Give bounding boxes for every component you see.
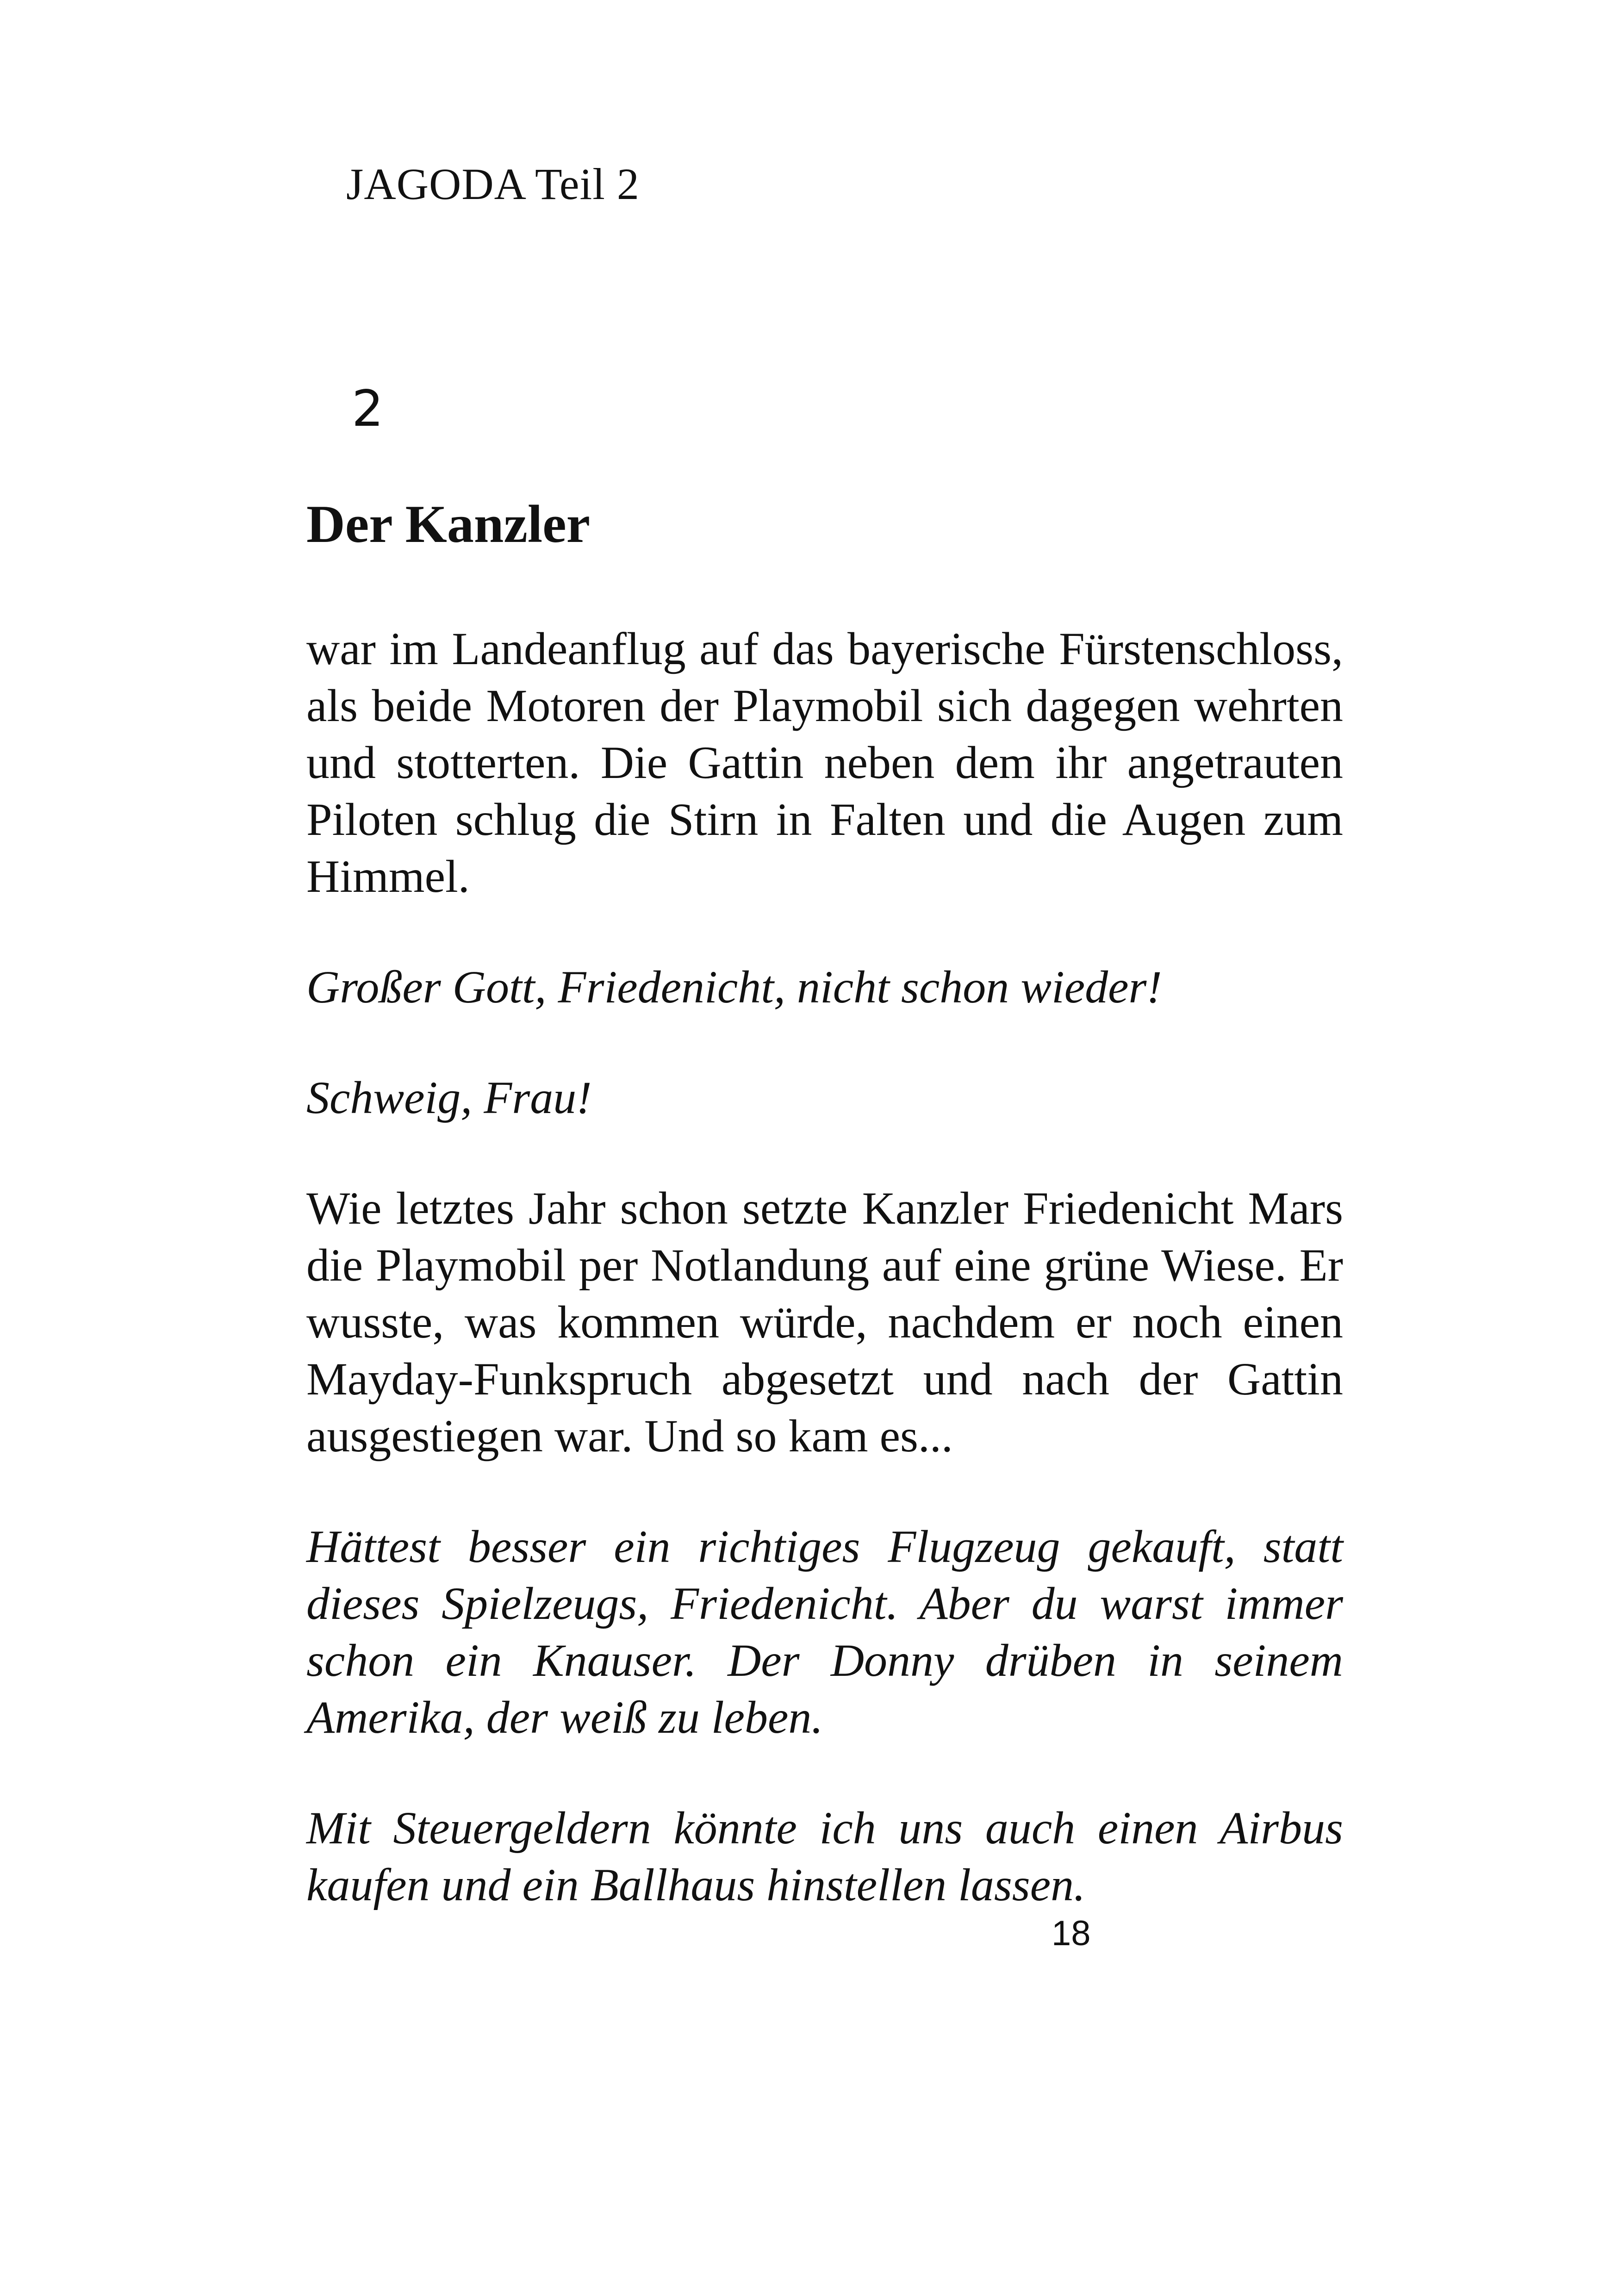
running-header: JAGODA Teil 2 xyxy=(346,159,640,209)
page-number: 18 xyxy=(1052,1914,1091,1953)
paragraph-dialogue-chancellor-2: Mit Steuergeldern könnte ich uns auch einen Airbus kaufen und ein Ballhaus hinstellen lassen. xyxy=(306,1802,1343,1910)
chapter-number: 2 xyxy=(352,380,384,438)
body-text xyxy=(306,620,1343,1967)
paragraph-narration-1: war im Landeanflug auf das bayerische Fürstenschloss, als beide Motoren der Playmobil sich dagegen wehrten und stotterten. Die Gattin neben dem ihr angetrauten Piloten schlug die Stirn in Falten und die Augen zum Himmel. xyxy=(306,623,1343,902)
paragraph-dialogue-wife-2: Hättest besser ein richtiges Flugzeug gekauft, statt dieses Spielzeugs, Friedenicht. Aber du warst immer schon ein Knauser. Der Donny drüben in seinem Amerika, der weiß zu leben. xyxy=(306,1521,1343,1743)
chapter-title: Der Kanzler xyxy=(306,495,591,554)
paragraph-dialogue-chancellor-1: Schweig, Frau! xyxy=(306,1072,592,1123)
paragraph-dialogue-wife-1: Großer Gott, Friedenicht, nicht schon wieder! xyxy=(306,961,1162,1013)
paragraph-narration-2: Wie letztes Jahr schon setzte Kanzler Friedenicht Mars die Playmobil per Notlandung auf eine grüne Wiese. Er wusste, was kommen würde, nachdem er noch einen Mayday-Funkspruch abgesetzt und nach der Gattin ausgestiegen war. Und so kam es... xyxy=(306,1182,1343,1462)
